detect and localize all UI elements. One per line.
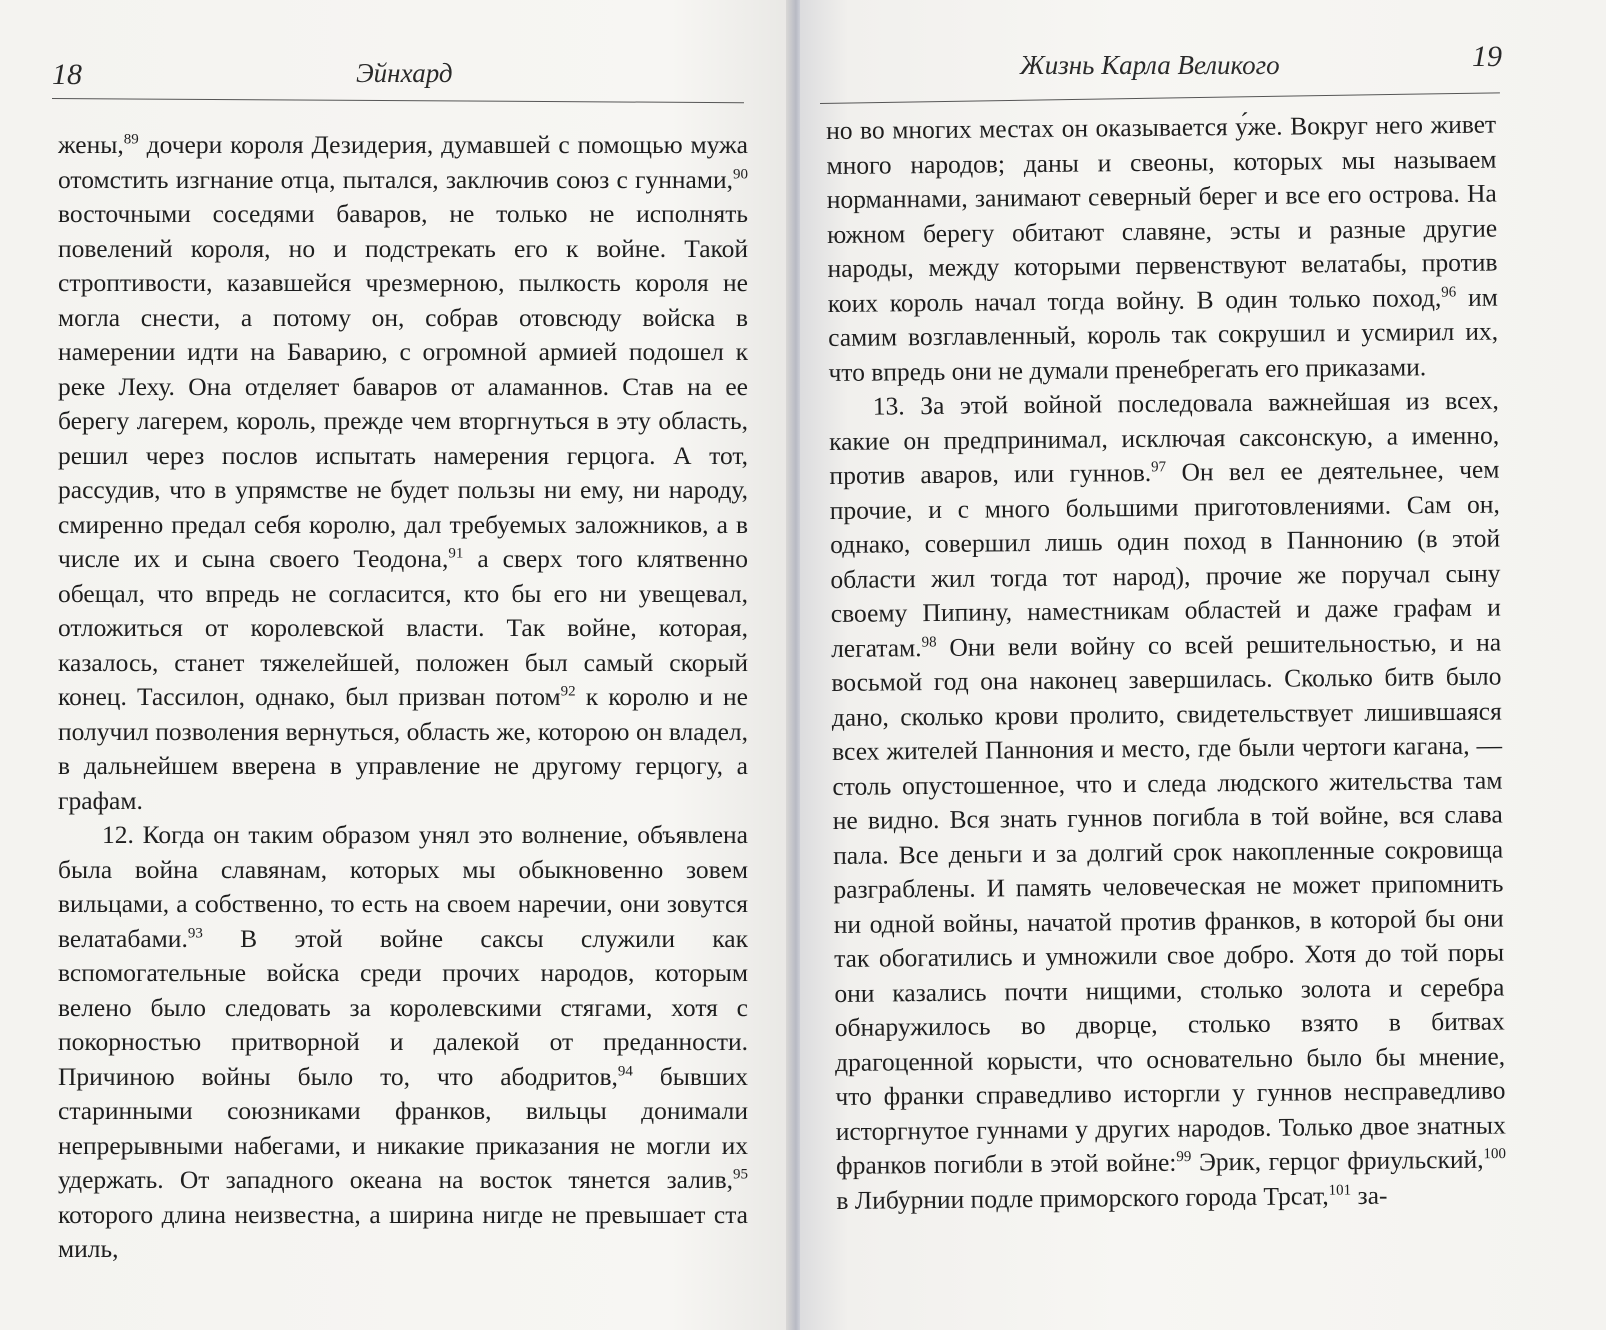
- text-run: 13. За этой войной последовала важнейшая из всех, какие он предпринимал, исключая саксонскую, а именно, против аваров, или гуннов.: [828, 385, 1500, 490]
- footnote-marker: 93: [187, 925, 203, 941]
- text-run: в Либурнии подле приморского города Трсат,: [836, 1180, 1329, 1215]
- header-rule-left: [52, 98, 744, 103]
- footnote-marker: 94: [617, 1063, 633, 1079]
- text-run: Они вели войну со всей решительностью, и на восьмой год она наконец завершилась. Сколько битв было дано, сколько крови пролито, свидетельствует лишившаяся всех жителей Паннония и место, где были чертоги кагана, — столь опустошенное, что и следа людского жительства там не видно. Вся знать гуннов погибла в той войне, вся слава пала. Все деньги и за долгий срок накопленные сокровища разграблены. И память человеческая не может припомнить ни одной войны, начатой против франков, в которой бы они так обогатились и умножили свое добро. Хотя до той поры они казались почти нищими, столько золота и серебра обнаружилось во дворце, столько взято в битвах драгоценной корысти, что основательно было бы мнение, что франки справедливо исторгли у гуннов несправедливо исторгнутое гуннами у других народов. Только двое знатных франков погибли в этой войне:: [831, 627, 1506, 1180]
- paragraph: [58, 818, 748, 1267]
- text-run: Эрик, герцог фриульский,: [1191, 1144, 1484, 1177]
- text-run: которого длина неизвестна, а ширина нигде не превышает ста миль,: [58, 1199, 748, 1263]
- running-head-left: Эйнхард: [356, 58, 453, 88]
- footnote-marker: 98: [921, 633, 937, 651]
- right-page: [800, 0, 1606, 1330]
- running-head-right: Жизнь Карла Великого: [1020, 50, 1280, 80]
- footnote-marker: 96: [1441, 283, 1457, 301]
- text-run: восточными соседями баваров, не только не исполнять повелений короля, но и подстрекать его к войне. Такой строптивости, казавшейся чрезмерною, пылкость короля не могла снести, а потому он, собрав отовсюду войска в намерении идти на Баварию, с огромной армией подошел к реке Леху. Она отделяет баваров от аламаннов. Став на ее берегу лагерем, король, прежде чем вторгнуться в эту область, решил через послов испытать намерения герцога. А тот, рассудив, что в упрямстве не будет пользы ни ему, ни народу, смиренно предал себя королю, дал требуемых заложников, а в числе их и сына своего Теодона,: [58, 199, 748, 573]
- footnote-marker: 100: [1483, 1146, 1507, 1163]
- page-number-right: 19: [1472, 40, 1502, 73]
- paragraph: [826, 108, 1499, 390]
- text-run: а сверх того клятвенно обещал, что впредь не согласится, кто бы его ни увещевал, отложиться от королевской власти. Так войне, которая, казалось, станет тяжелейшей, положен был самый скорый конец. Тассилон, однако, был призван потом: [58, 544, 749, 711]
- body-text-left: [58, 128, 748, 1267]
- text-run: жены,: [58, 130, 124, 159]
- text-run: им самим возглавленный, король так сокрушил и усмирил их, что впредь они не думали пренебрегать его приказами.: [828, 282, 1499, 387]
- text-run: но во многих местах он оказывается у́же. Вокруг него живет много народов; даны и свеоны, которых мы называем норманнами, занимают северный берег и все его острова. На южном берегу обитают славяне, эсты и разные другие народы, между которыми первенствуют велатабы, против коих король начал тогда войну. В один только поход,: [826, 109, 1498, 318]
- header-rule-right: [820, 92, 1500, 104]
- text-run: дочери короля Дезидерия, думавшей с помощью мужа отомстить изгнание отца, пытался, заключив союз с гуннами,: [58, 130, 748, 194]
- footnote-marker: 97: [1151, 459, 1167, 476]
- text-run: 12. Когда он таким образом унял это волнение, объявлена была война славянам, которых мы обыкновенно зовем вильцами, а собственно, то есть на своем наречии, они зовутся велатабами.: [58, 820, 748, 953]
- text-run: за-: [1351, 1180, 1388, 1210]
- footnote-marker: 95: [733, 1166, 748, 1183]
- paragraph: [829, 384, 1507, 1218]
- page-number-left: 18: [52, 58, 82, 91]
- footnote-marker: 92: [560, 683, 576, 700]
- footnote-marker: 91: [448, 545, 464, 562]
- text-run: к королю и не получил позволения вернуться, область же, которою он владел, в дальнейшем вверена в управление не другому герцогу, а графам.: [58, 682, 748, 815]
- body-text-right: [826, 108, 1507, 1218]
- footnote-marker: 101: [1328, 1182, 1352, 1199]
- text-run: Он вел ее деятельнее, чем прочие, и с много большими приготовлениями. Сам он, однако, совершил лишь один поход в Паннонию (в этой области жил тогда тот народ), прочие же поручал сыну своему Пипину, наместникам областей и даже графам и легатам.: [829, 454, 1501, 663]
- left-page: [0, 0, 790, 1330]
- footnote-marker: 89: [123, 131, 139, 148]
- text-run: В этой войне саксы служили как вспомогательные войска среди прочих народов, которым велено было следовать за королевскими стягами, хотя с покорностью притворной и далекой от преданности. Причиною войны было то, что абодритов,: [58, 923, 748, 1091]
- footnote-marker: 90: [733, 166, 748, 182]
- paragraph: [58, 128, 748, 818]
- footnote-marker: 99: [1176, 1149, 1192, 1166]
- text-run: бывших старинными союзниками франков, вильцы донимали непрерывными набегами, и никакие приказания не могли их удержать. От западного океана на восток тянется залив,: [58, 1061, 748, 1194]
